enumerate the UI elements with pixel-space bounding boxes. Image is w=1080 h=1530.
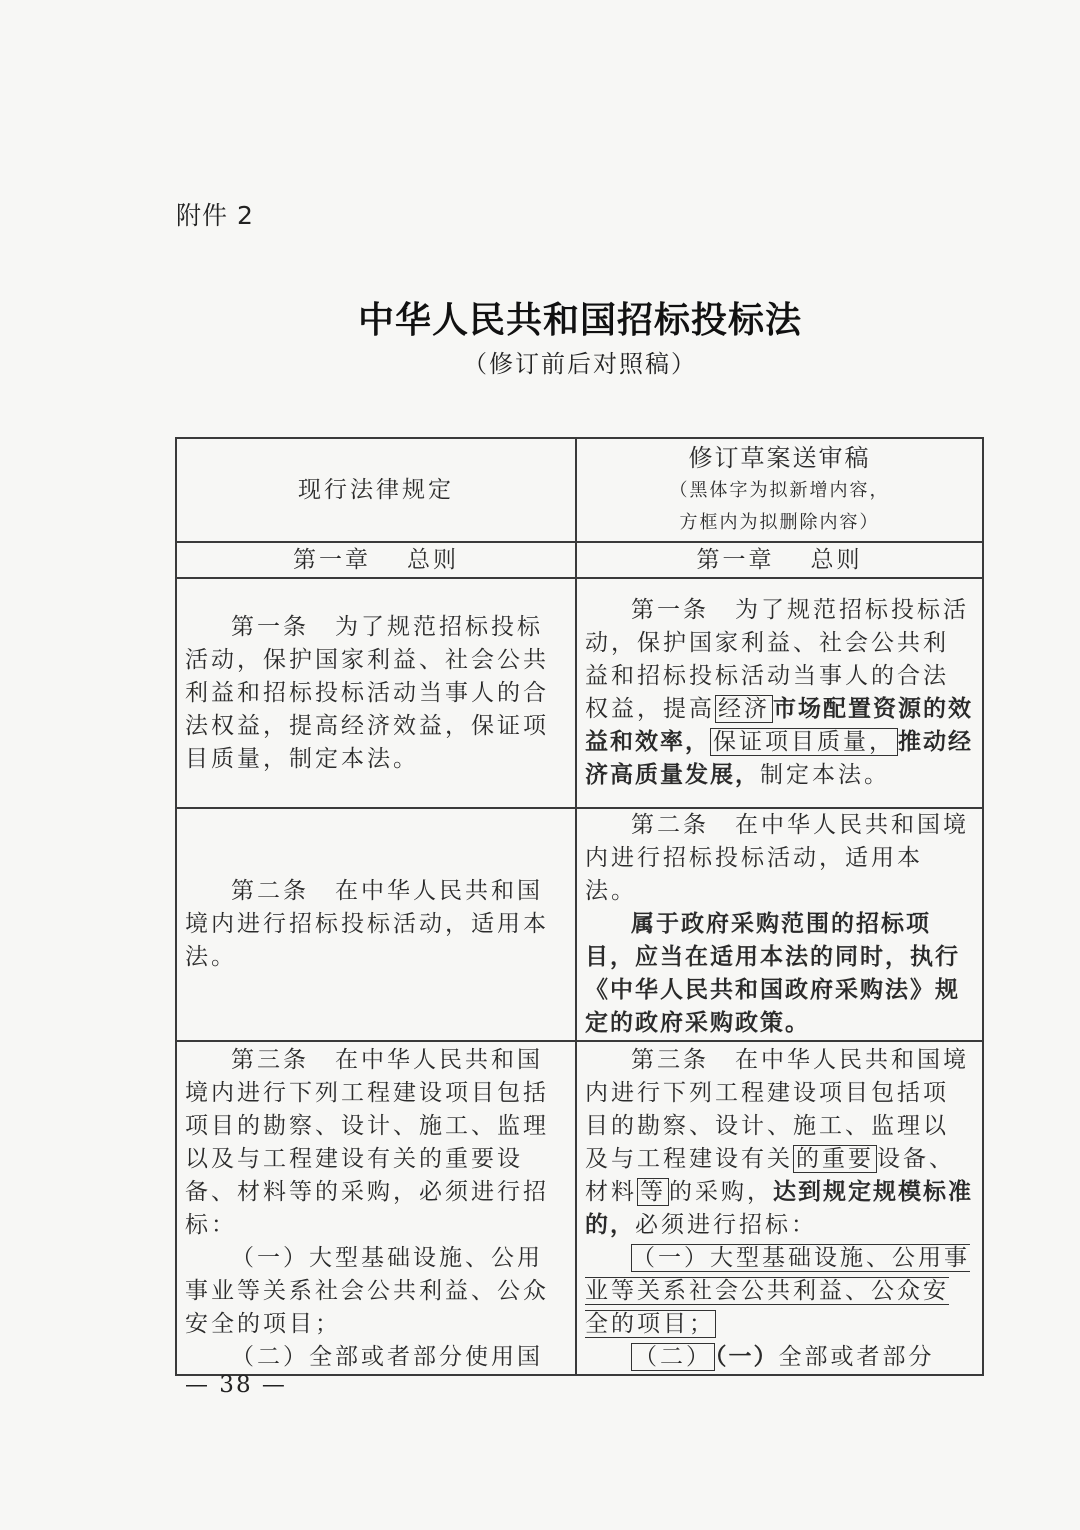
article-2-row (176, 808, 983, 1041)
text-span: 设备、材料 (585, 1146, 955, 1205)
article-2-revised (576, 808, 983, 1041)
article-1-revised-text (585, 594, 974, 792)
deleted-text: （二） (631, 1343, 715, 1371)
article-3-revised-para-1 (585, 1044, 974, 1242)
deleted-text: 经济 (715, 695, 773, 723)
attachment-label: 附件 2 (176, 201, 254, 230)
article-1-row (176, 578, 983, 808)
header-revised-note-1: （黑体字为拟新增内容， (669, 480, 890, 501)
chapter-number-right: 第一章 (696, 546, 775, 573)
article-1-revised (576, 578, 983, 808)
page-number: — 38 — (185, 1372, 287, 1398)
chapter-name-right: 总则 (810, 546, 863, 573)
text-span: 全部或者部分 (778, 1344, 935, 1370)
text-span: 制定本法。 (760, 762, 890, 788)
chapter-heading-left (176, 542, 576, 578)
article-2-current-text: 第二条 在中华人民共和国境内进行招标投标活动，适用本法。 (185, 878, 549, 970)
article-3-current-para-1: 第三条 在中华人民共和国境内进行下列工程建设项目包括项目的勘察、设计、施工、监理以及与工程建设有关的重要设备、材料等的采购，必须进行招标： (185, 1047, 549, 1238)
comparison-table (175, 437, 984, 1376)
article-1-current-text: 第一条 为了规范招标投标活动，保护国家利益、社会公共利益和招标投标活动当事人的合法权益，提高经济效益，保证项目质量，制定本法。 (185, 613, 549, 772)
article-1-current (176, 578, 576, 808)
article-2-revised-para-2: 属于政府采购范围的招标项目，应当在适用本法的同时，执行《中华人民共和国政府采购法》规定的政府采购政策。 (585, 911, 960, 1036)
article-3-revised-para-2 (585, 1242, 974, 1341)
deleted-text: 的重要 (793, 1145, 877, 1173)
text-span: 必须进行招标： (635, 1212, 817, 1238)
document-title: 中华人民共和国招标投标法 (357, 299, 802, 341)
header-revised-draft (576, 438, 983, 542)
article-3-current-para-3: （二）全部或者部分使用国 (231, 1344, 543, 1370)
document-subtitle: （修订前后对照稿） (463, 350, 697, 378)
article-3-current (176, 1041, 576, 1375)
article-3-row (176, 1041, 983, 1375)
chapter-heading-right (576, 542, 983, 578)
article-3-revised (576, 1041, 983, 1375)
chapter-number-left: 第一章 (293, 546, 371, 573)
text-span: 第三条 在中华人民共和国境内进行下列工程建设项目包括项目的勘察、设计、施工、监理以及与工程建设有关 (585, 1047, 969, 1172)
added-text: 推动经济高质量发展， (585, 729, 973, 788)
article-2-current (176, 808, 576, 1041)
added-text: 达到规定规模标准的， (585, 1179, 973, 1238)
article-2-revised-para-1: 第二条 在中华人民共和国境内进行招标投标活动，适用本法。 (585, 812, 969, 904)
chapter-row (176, 542, 983, 578)
chapter-name-left: 总则 (407, 546, 459, 573)
added-text: 市场配置资源的效益和效率， (585, 696, 973, 755)
header-revised-title: 修订草案送审稿 (688, 444, 871, 472)
header-revised-note-2: 方框内为拟删除内容） (679, 512, 880, 533)
article-3-current-para-2: （一）大型基础设施、公用事业等关系社会公共利益、公众安全的项目； (185, 1245, 549, 1337)
table-header-row (176, 438, 983, 542)
text-span: 的采购， (669, 1179, 773, 1205)
text-span: 第一条 为了规范招标投标活动，保护国家利益、社会公共利益和招标投标活动当事人的合法权益，提高 (585, 597, 969, 722)
deleted-text: 保证项目质量， (710, 728, 898, 756)
deleted-text: （一）大型基础设施、公用事业等关系社会公共利益、公众安全的项目； (585, 1245, 970, 1337)
deleted-text: 等 (637, 1178, 669, 1206)
article-3-revised-para-3 (585, 1341, 974, 1374)
added-text: （一） (715, 1344, 779, 1370)
header-current-law: 现行法律规定 (176, 438, 576, 542)
